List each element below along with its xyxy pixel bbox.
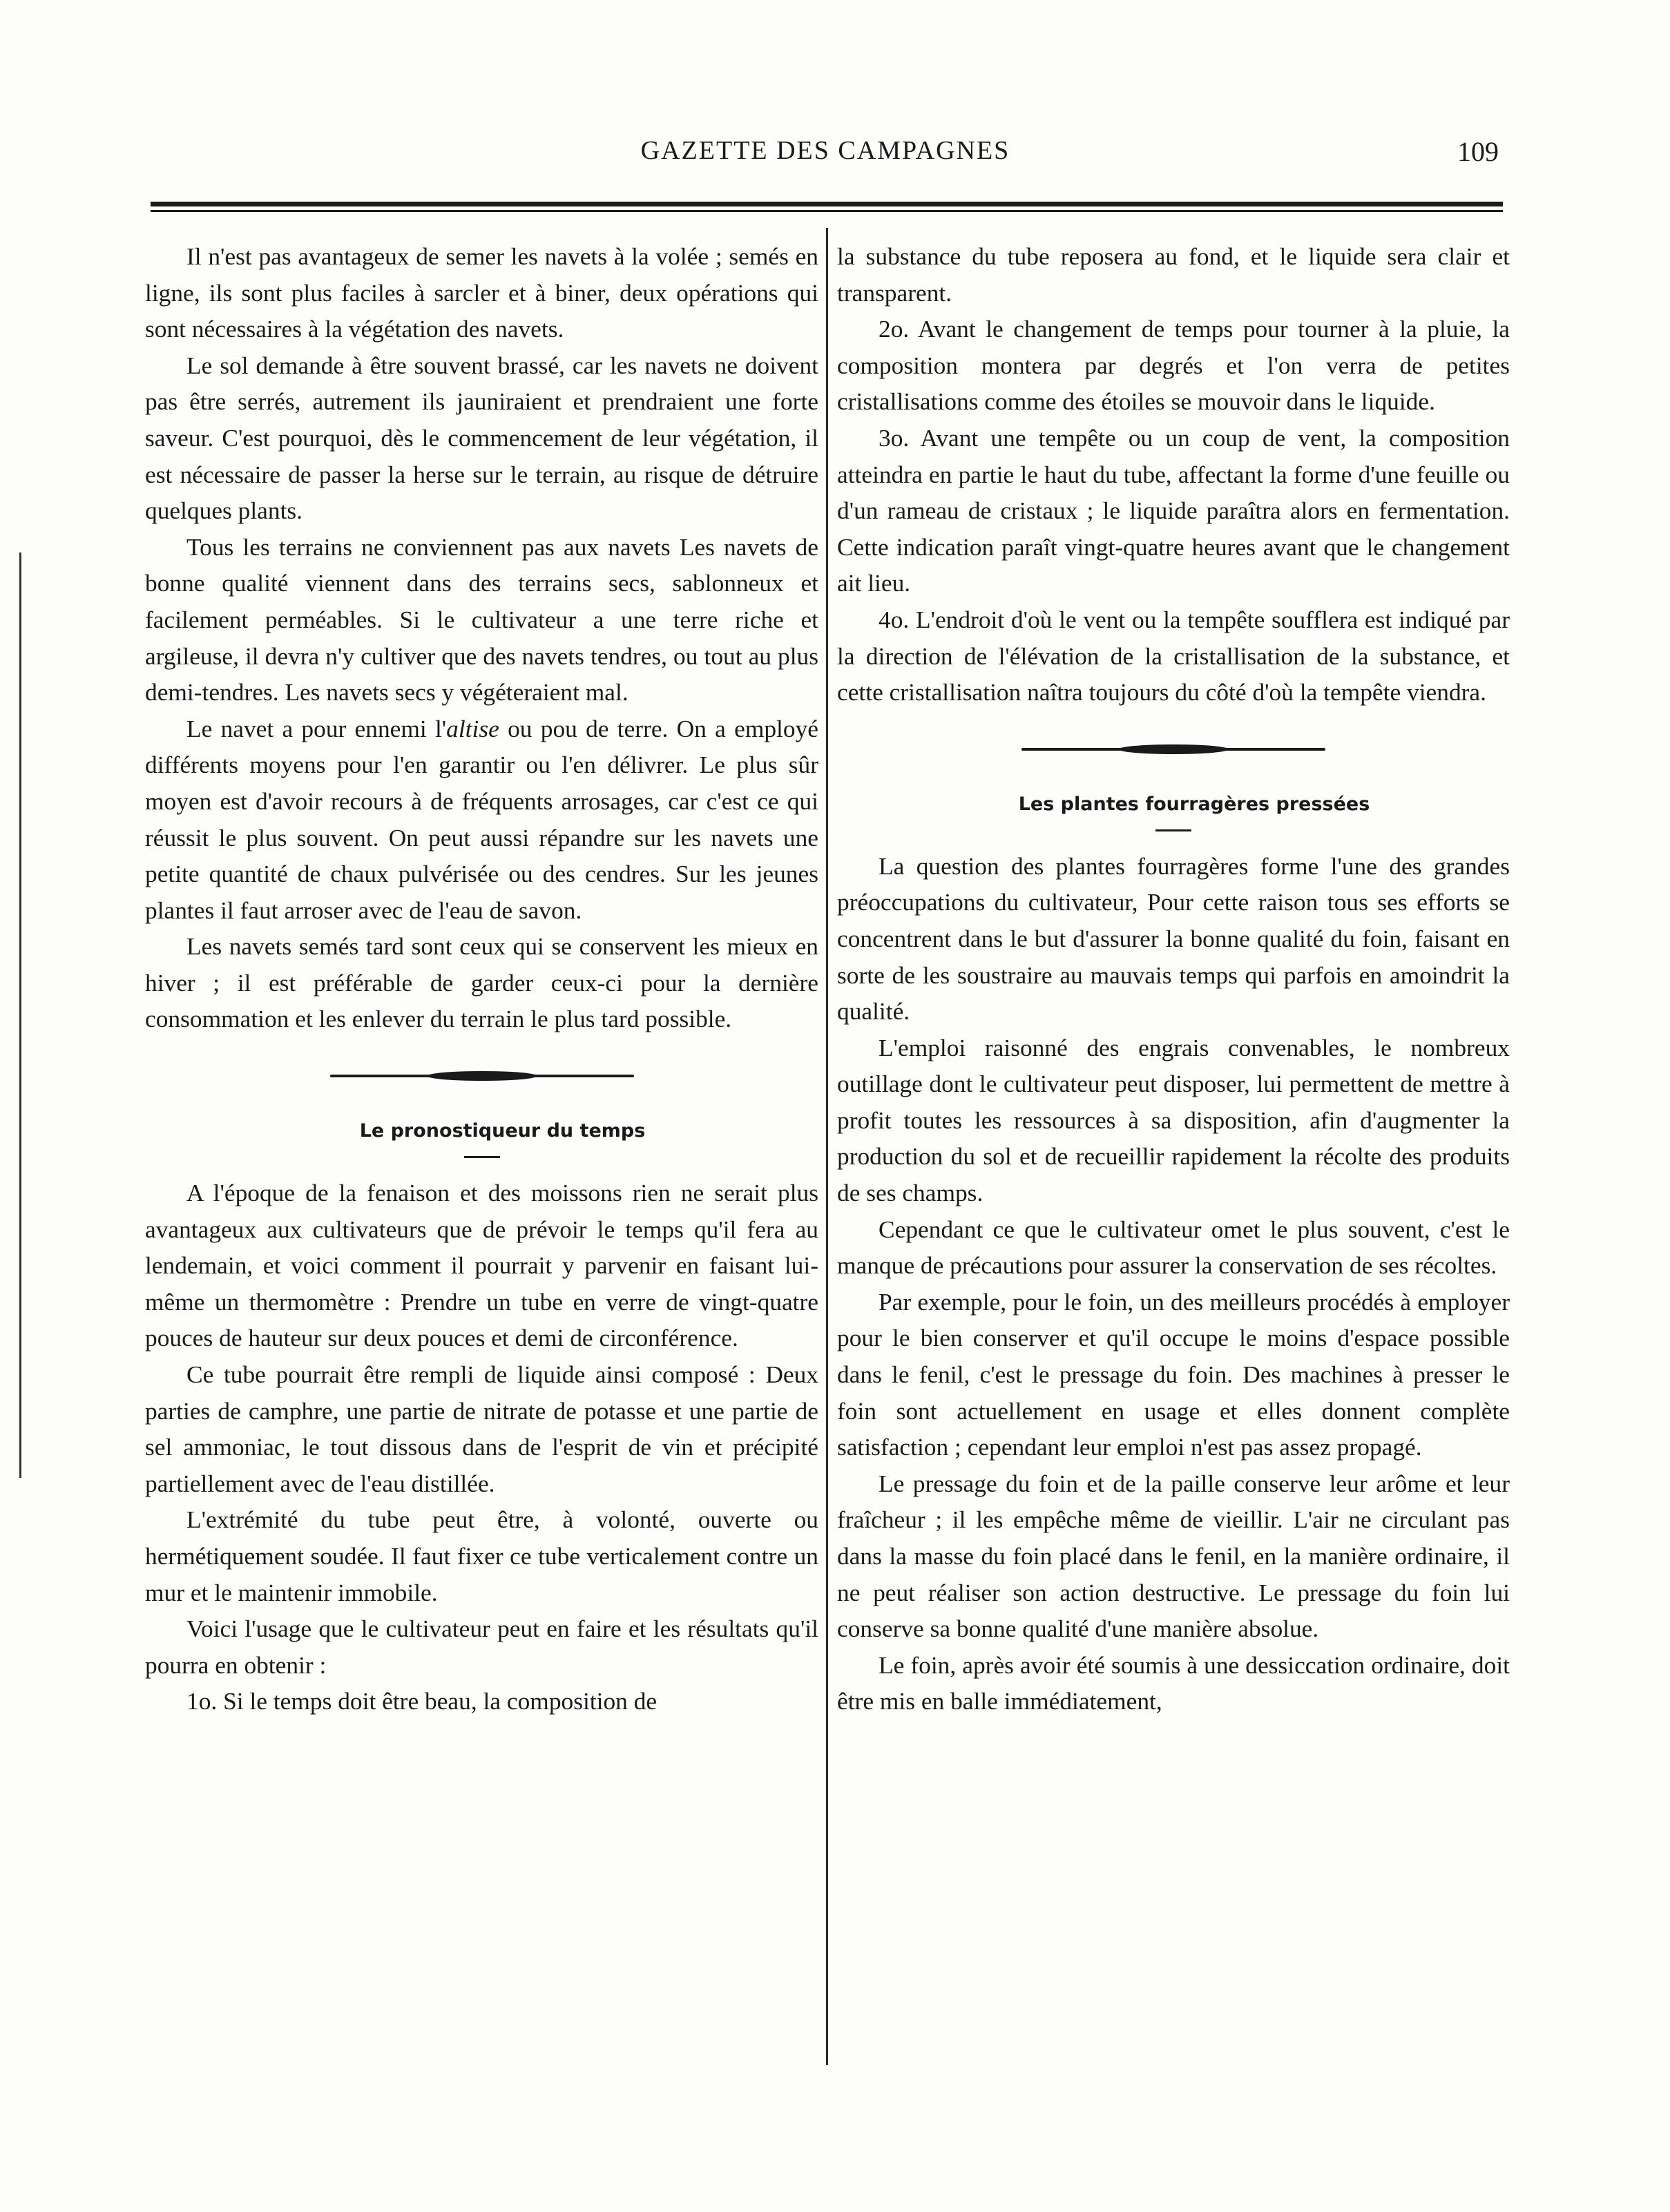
title-dash xyxy=(464,1156,500,1158)
paragraph-altise xyxy=(145,711,818,929)
column-divider xyxy=(826,228,828,2065)
paragraph: Le foin, après avoir été soumis à une dessiccation ordinaire, doit être mis en balle immédiatement, xyxy=(837,1651,1510,1715)
section-ornament xyxy=(837,730,1510,771)
paragraph: Voici l'usage que le cultivateur peut en faire et les résultats qu'il pourra en obtenir : xyxy=(145,1615,818,1679)
italic-term: altise xyxy=(446,714,499,742)
running-head xyxy=(152,135,1499,177)
ornament-swell xyxy=(1118,744,1229,754)
paragraph: Le pressage du foin et de la paille conserve leur arôme et leur fraîcheur ; il les empêche même de vieillir. L'air ne circulant pas dans la masse du foin placé dans le fenil, en la manière ordinaire, il ne peut réaliser son action destructive. Le pressage du foin lui conserve sa bonne qualité d'une manière absolue. xyxy=(837,1469,1510,1643)
page-number: 109 xyxy=(1457,136,1499,167)
paragraph-continued: la substance du tube reposera au fond, et le liquide sera clair et transparent. xyxy=(837,242,1510,307)
paragraph: Il n'est pas avantageux de semer les navets à la volée ; semés en ligne, ils sont plus faciles à sarcler et à biner, deux opérations qui sont nécessaires à la végétation des navets. xyxy=(145,242,818,343)
paragraph: Ce tube pourrait être rempli de liquide ainsi composé : Deux parties de camphre, une partie de nitrate de potasse et une partie de sel ammoniac, le tout dissous dans de l'esprit de vin et précipité partiellement avec de l'eau distillée. xyxy=(145,1360,818,1497)
paragraph: Les navets semés tard sont ceux qui se conservent les mieux en hiver ; il est préférable de garder ceux-ci pour la dernière consommation et les enlever du terrain le plus tard possible. xyxy=(145,932,818,1033)
header-rule-thin xyxy=(151,210,1503,212)
paragraph: A l'époque de la fenaison et des moissons rien ne serait plus avantageux aux cultivateurs que de prévoir le temps qu'il fera au lendemain, et voici comment il pourrait y parvenir en faisant lui-même un thermomètre : Prendre un tube en verre de vingt-quatre pouces de hauteur sur deux pouces et demi de circonférence. xyxy=(145,1179,818,1352)
paragraph: 3o. Avant une tempête ou un coup de vent, la composition atteindra en partie le haut du tube, affectant la forme d'une feuille ou d'un rameau de cristaux ; le liquide paraîtra alors en fermentation. Cette indication paraît vingt-quatre heures avant que le changement ait lieu. xyxy=(837,423,1510,597)
paragraph: L'emploi raisonné des engrais convenables, le nombreux outillage dont le cultivateur peut disposer, lui permettent de mettre à profit toutes les ressources à sa disposition, afin d'augmenter la production du sol et de recueillir rapidement la récolte des produits de ses champs. xyxy=(837,1033,1510,1207)
paragraph: 1o. Si le temps doit être beau, la composition de xyxy=(186,1687,658,1715)
paragraph: 4o. L'endroit d'où le vent ou la tempête soufflera est indiqué par la direction de l'élévation de la cristallisation de la substance, et cette cristallisation naîtra toujours du côté d'où la tempête viendra. xyxy=(837,605,1510,706)
left-column xyxy=(145,238,818,1720)
paragraph: Cependant ce que le cultivateur omet le plus souvent, c'est le manque de précautions pour assurer la conservation de ses récoltes. xyxy=(837,1215,1510,1280)
header-rule-thick xyxy=(151,202,1503,206)
text-run: ou pou de terre. On a employé différents moyens pour l'en garantir ou l'en délivrer. Le plus sûr moyen est d'avoir recours à de fréquents arrosages, car c'est ce qui réussit le plus souvent. On peut aussi répandre sur les navets une petite quantité de chaux pulvérisée ou des cendres. Sur les jeunes plantes il faut arroser avec de l'eau de savon. xyxy=(145,714,818,924)
paragraph: 2o. Avant le changement de temps pour tourner à la pluie, la composition montera par degrés et l'on verra de petites cristallisations comme des étoiles se mouvoir dans le liquide. xyxy=(837,315,1510,416)
section-ornament xyxy=(145,1057,818,1098)
paragraph: Par exemple, pour le foin, un des meilleurs procédés à employer pour le bien conserver et qu'il occupe le moins d'espace possible dans le fenil, c'est le pressage du foin. Des machines à presser le foin sont actuellement en usage et elles donnent complète satisfaction ; cependant leur emploi n'est pas assez propagé. xyxy=(837,1287,1510,1461)
header-rule xyxy=(151,202,1503,215)
right-column xyxy=(837,238,1510,1720)
paragraph: La question des plantes fourragères forme l'une des grandes préoccupations du cultivateur, Pour cette raison tous ses efforts se concentrent dans le but d'assurer la bonne qualité du foin, faisant en sorte de les soustraire au mauvais temps qui parfois en amoindrit la qualité. xyxy=(837,852,1510,1026)
title-dash xyxy=(1155,829,1191,831)
margin-binding-mark xyxy=(19,552,21,1478)
text-run: Le navet a pour ennemi l' xyxy=(186,714,447,742)
paragraph: Le sol demande à être souvent brassé, car les navets ne doivent pas être serrés, autrement ils jauniraient et prendraient une forte saveur. C'est pourquoi, dès le commencement de leur végétation, il est nécessaire de passer la herse sur le terrain, au risque de détruire quelques plants. xyxy=(145,351,818,525)
paragraph: Tous les terrains ne conviennent pas aux navets Les navets de bonne qualité viennent dans des terrains secs, sablonneux et facilement perméables. Si le cultivateur a une terre riche et argileuse, il devra n'y cultiver que des navets tendres, ou tout au plus demi-tendres. Les navets secs y végéteraient mal. xyxy=(145,532,818,706)
section-title: Le pronostiqueur du temps xyxy=(359,1120,646,1142)
section-title: Les plantes fourragères pressées xyxy=(1018,793,1370,815)
paragraph: L'extrémité du tube peut être, à volonté, ouverte ou hermétiquement soudée. Il faut fixer ce tube verticalement contre un mur et le maintenir immobile. xyxy=(145,1506,818,1606)
ornament-swell xyxy=(427,1071,537,1081)
running-title: GAZETTE DES CAMPAGNES xyxy=(640,136,1010,165)
